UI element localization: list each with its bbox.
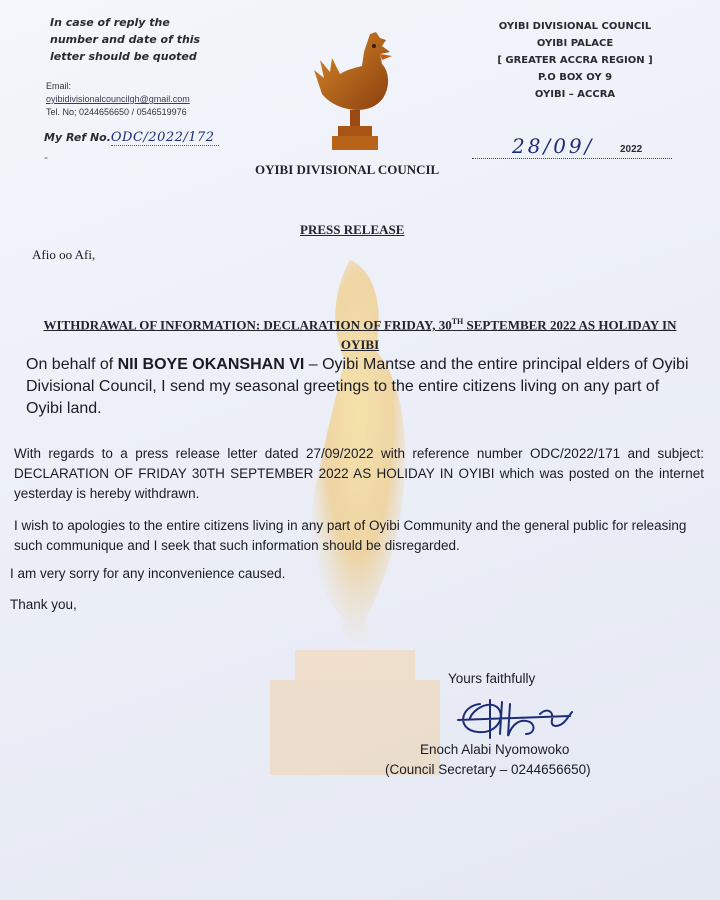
address-line-2: OYIBI PALACE	[536, 38, 614, 49]
reply-instruction: In case of reply the number and date of this letter should be quoted	[50, 16, 201, 63]
address-line-5: OYIBI – ACCRA	[534, 89, 616, 100]
ref-value: ODC/2022/172	[111, 130, 219, 146]
letter-date	[472, 134, 672, 159]
signatory-role: (Council Secretary – 0244656650)	[385, 762, 591, 777]
subject-superscript: TH	[451, 317, 464, 326]
dash-mark: -	[44, 150, 48, 164]
subject-text-b: SEPTEMBER 2022 AS HOLIDAY IN OYIBI	[340, 317, 677, 353]
council-title: OYIBI DIVISIONAL COUNCIL	[255, 162, 440, 177]
date-handwritten: 28/09/	[512, 134, 595, 158]
paragraph-greeting	[26, 354, 698, 420]
email-label: Email:	[46, 81, 72, 91]
chief-name: NII BOYE OKANSHAN VI	[117, 356, 305, 373]
telephone-numbers: Tel. No; 0244656650 / 0546519976	[46, 107, 187, 117]
signatory-name: Enoch Alabi Nyomowoko	[420, 742, 570, 757]
salutation: Afio oo Afi,	[32, 247, 96, 262]
paragraph-sorry: I am very sorry for any inconvenience caused.	[10, 566, 286, 581]
ref-label: My Ref No.	[44, 131, 111, 144]
email-link[interactable]: oyibidivisionalcouncilgh@gmail.com	[46, 94, 190, 104]
reference-number	[44, 130, 219, 145]
press-release-heading: PRESS RELEASE	[300, 222, 405, 237]
signature-icon	[450, 694, 580, 744]
contact-block	[46, 80, 190, 119]
date-year: 2022	[620, 144, 643, 155]
council-address	[470, 18, 680, 103]
paragraph-withdrawal: With regards to a press release letter dated 27/09/2022 with reference number ODC/2022/171 and subject: DECLARATION OF FRIDAY 30TH SEPTEMBER 2022 AS HOLIDAY IN OYIBI which was posted on the internet yesterday is hereby withdrawn.	[14, 446, 704, 501]
paragraph-apology: I wish to apologies to the entire citizens living in any part of Oyibi Community and the general public for releasing such communique and I seek that such information should be disregarded.	[14, 518, 687, 553]
address-line-3: [ GREATER ACCRA REGION ]	[497, 55, 653, 66]
address-line-4: P.O BOX OY 9	[537, 72, 613, 83]
cockerel-statue-icon	[310, 30, 400, 152]
subject-heading	[26, 312, 694, 355]
p1-post: – Oyibi Mantse and the entire principal elders of Oyibi Divisional Council, I send my seasonal greetings to the entire citizens living on any part of Oyibi land.	[26, 356, 689, 417]
p1-pre: On behalf of	[26, 356, 118, 373]
thank-you: Thank you,	[10, 597, 77, 612]
subject-text-a: WITHDRAWAL OF INFORMATION: DECLARATION OF FRIDAY, 30	[43, 317, 452, 333]
address-line-1: OYIBI DIVISIONAL COUNCIL	[498, 21, 652, 32]
closing-yours-faithfully: Yours faithfully	[448, 671, 536, 686]
